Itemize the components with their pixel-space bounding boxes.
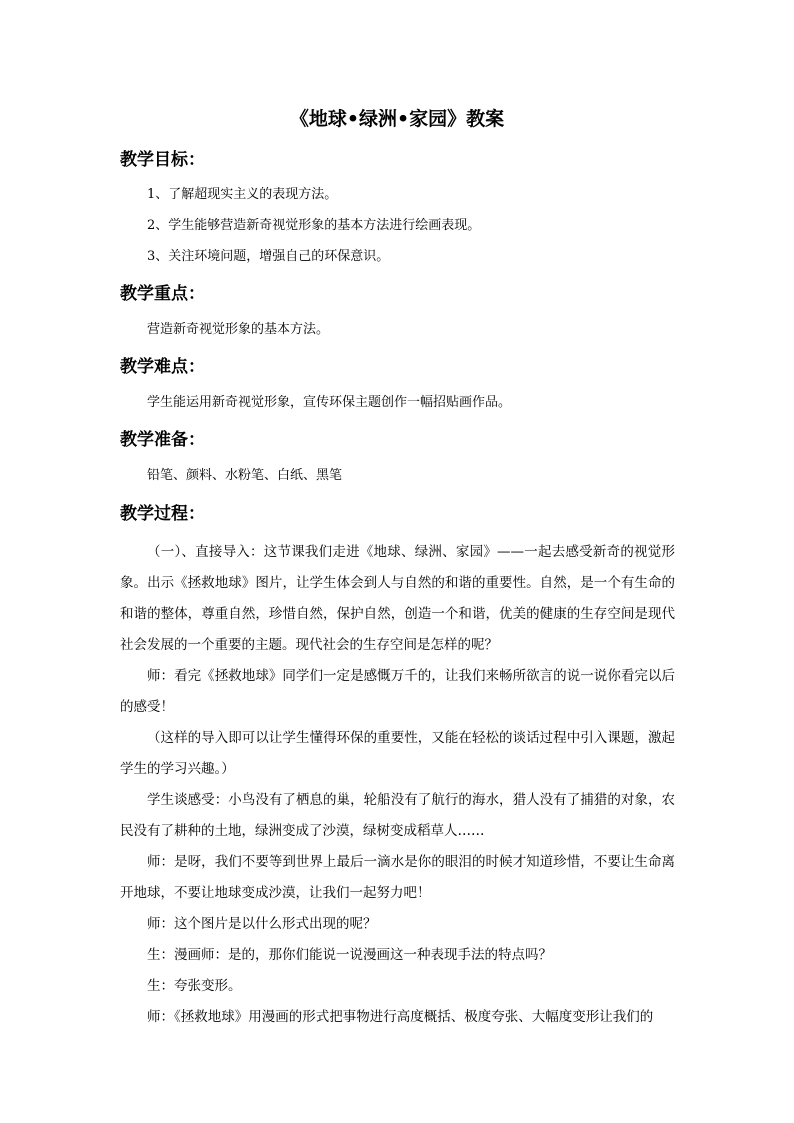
process-paragraph: （这样的导入即可以让学生懂得环保的重要性，又能在轻松的谈话过程中引入课题，激起学生的学习兴趣。） <box>120 730 675 777</box>
difficulty-heading: 教学难点： <box>120 357 205 377</box>
process-paragraph: 师：是呀，我们不要等到世界上最后一滴水是你的眼泪的时候才知道珍惜，不要让生命离开地球，不要让地球变成沙漠，让我们一起努力吧！ <box>120 854 675 901</box>
process-paragraph: 师：这个图片是以什么形式出现的呢？ <box>147 916 377 932</box>
document-title: 《地球•绿洲•家园》教案 <box>289 108 505 130</box>
objective-item: 3、关注环境问题，增强自己的环保意识。 <box>147 249 390 264</box>
process-heading: 教学过程： <box>120 504 205 524</box>
objective-item: 2、学生能够营造新奇视觉形象的基本方法进行绘画表现。 <box>147 218 481 233</box>
process-paragraph: （一）、直接导入：这节课我们走进《地球、绿洲、家园》——一起去感受新奇的视觉形象。出示《拯救地球》图片，让学生体会到人与自然的和谐的重要性。自然，是一个有生命的和谐的整体，尊重自然，珍惜自然，保护自然，创造一个和谐，优美的健康的生存空间是现代社会发展的一个重要的主题。现代社会的生存空间是怎样的呢？ <box>120 544 675 653</box>
preparation-text: 铅笔、颜料、水粉笔、白纸、黑笔 <box>147 468 343 483</box>
key-point-text: 营造新奇视觉形象的基本方法。 <box>147 322 330 337</box>
process-paragraph: 生：夸张变形。 <box>147 978 242 994</box>
difficulty-text: 学生能运用新奇视觉形象，宣传环保主题创作一幅招贴画作品。 <box>147 395 512 410</box>
process-paragraph: 生：漫画师：是的，那你们能说一说漫画这一种表现手法的特点吗？ <box>147 947 552 963</box>
process-paragraph: 学生谈感受：小鸟没有了栖息的巢，轮船没有了航行的海水，猎人没有了捕猎的对象，农民没有了耕种的土地，绿洲变成了沙漠，绿树变成稻草人…… <box>120 792 675 839</box>
preparation-heading: 教学准备： <box>120 430 205 450</box>
objectives-heading: 教学目标： <box>120 150 205 170</box>
key-point-heading: 教学重点： <box>120 284 205 304</box>
process-paragraph: 师：看完《拯救地球》同学们一定是感慨万千的，让我们来畅所欲言的说一说你看完以后的感受！ <box>120 668 675 715</box>
process-paragraph: 师：《拯救地球》用漫画的形式把事物进行高度概括、极度夸张、大幅度变形让我们的 <box>147 1009 654 1025</box>
objective-item: 1、了解超现实主义的表现方法。 <box>147 187 338 202</box>
